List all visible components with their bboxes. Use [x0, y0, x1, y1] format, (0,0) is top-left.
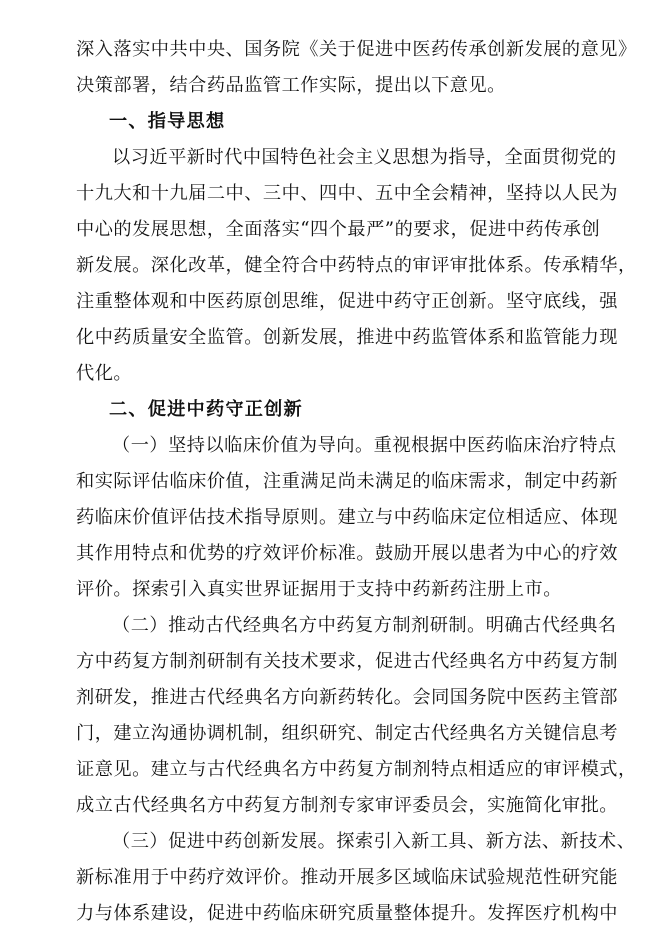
item-2-line-6: 成立古代经典名方中药复方制剂专家审评委员会，实施简化审批。	[76, 795, 618, 816]
guiding-line-3: 中心的发展思想，全面落实“四个最严”的要求，促进中药传承创	[76, 219, 601, 240]
item-2-line-4: 门，建立沟通协调机制，组织研究、制定古代经典名方关键信息考	[76, 723, 618, 744]
item-1-line-5: 评价。探索引入真实世界证据用于支持中药新药注册上市。	[76, 579, 562, 600]
guiding-line-4: 新发展。深化改革，健全符合中药特点的审评审批体系。传承精华，	[76, 255, 637, 276]
section-heading-innovation: 二、促进中药守正创新	[109, 399, 303, 420]
intro-line-1: 深入落实中共中央、国务院《关于促进中医药传承创新发展的意见》	[76, 39, 637, 60]
item-3-line-2: 新标准用于中药疗效评价。推动开展多区域临床试验规范性研究能	[76, 867, 618, 888]
item-1-line-3: 药临床价值评估技术指导原则。建立与中药临床定位相适应、体现	[76, 507, 618, 528]
guiding-line-7: 代化。	[76, 363, 133, 384]
item-2-line-5: 证意见。建立与古代经典名方中药复方制剂特点相适应的审评模式，	[76, 759, 637, 780]
item-1-line-1: （一）坚持以临床价值为导向。重视根据中医药临床治疗特点	[112, 435, 617, 456]
intro-line-2: 决策部署，结合药品监管工作实际，提出以下意见。	[76, 75, 506, 96]
item-3-line-1: （三）促进中药创新发展。探索引入新工具、新方法、新技术、	[112, 831, 636, 852]
item-3-line-3: 力与体系建设，促进中药临床研究质量整体提升。发挥医疗机构中	[76, 903, 618, 924]
item-2-line-3: 剂研发，推进古代经典名方向新药转化。会同国务院中医药主管部	[76, 687, 618, 708]
guiding-line-1: 以习近平新时代中国特色社会主义思想为指导，全面贯彻党的	[112, 147, 617, 168]
guiding-line-6: 化中药质量安全监管。创新发展，推进中药监管体系和监管能力现	[76, 327, 618, 348]
item-2-line-2: 方中药复方制剂研制有关技术要求，促进古代经典名方中药复方制	[76, 651, 618, 672]
item-2-line-1: （二）推动古代经典名方中药复方制剂研制。明确古代经典名	[112, 615, 617, 636]
section-heading-guiding-thought: 一、指导思想	[109, 111, 226, 132]
guiding-line-5: 注重整体观和中医药原创思维，促进中药守正创新。坚守底线，强	[76, 291, 618, 312]
item-1-line-2: 和实际评估临床价值，注重满足尚未满足的临床需求，制定中药新	[76, 471, 618, 492]
guiding-line-2: 十九大和十九届二中、三中、四中、五中全会精神，坚持以人民为	[76, 183, 618, 204]
item-1-line-4: 其作用特点和优势的疗效评价标准。鼓励开展以患者为中心的疗效	[76, 543, 618, 564]
